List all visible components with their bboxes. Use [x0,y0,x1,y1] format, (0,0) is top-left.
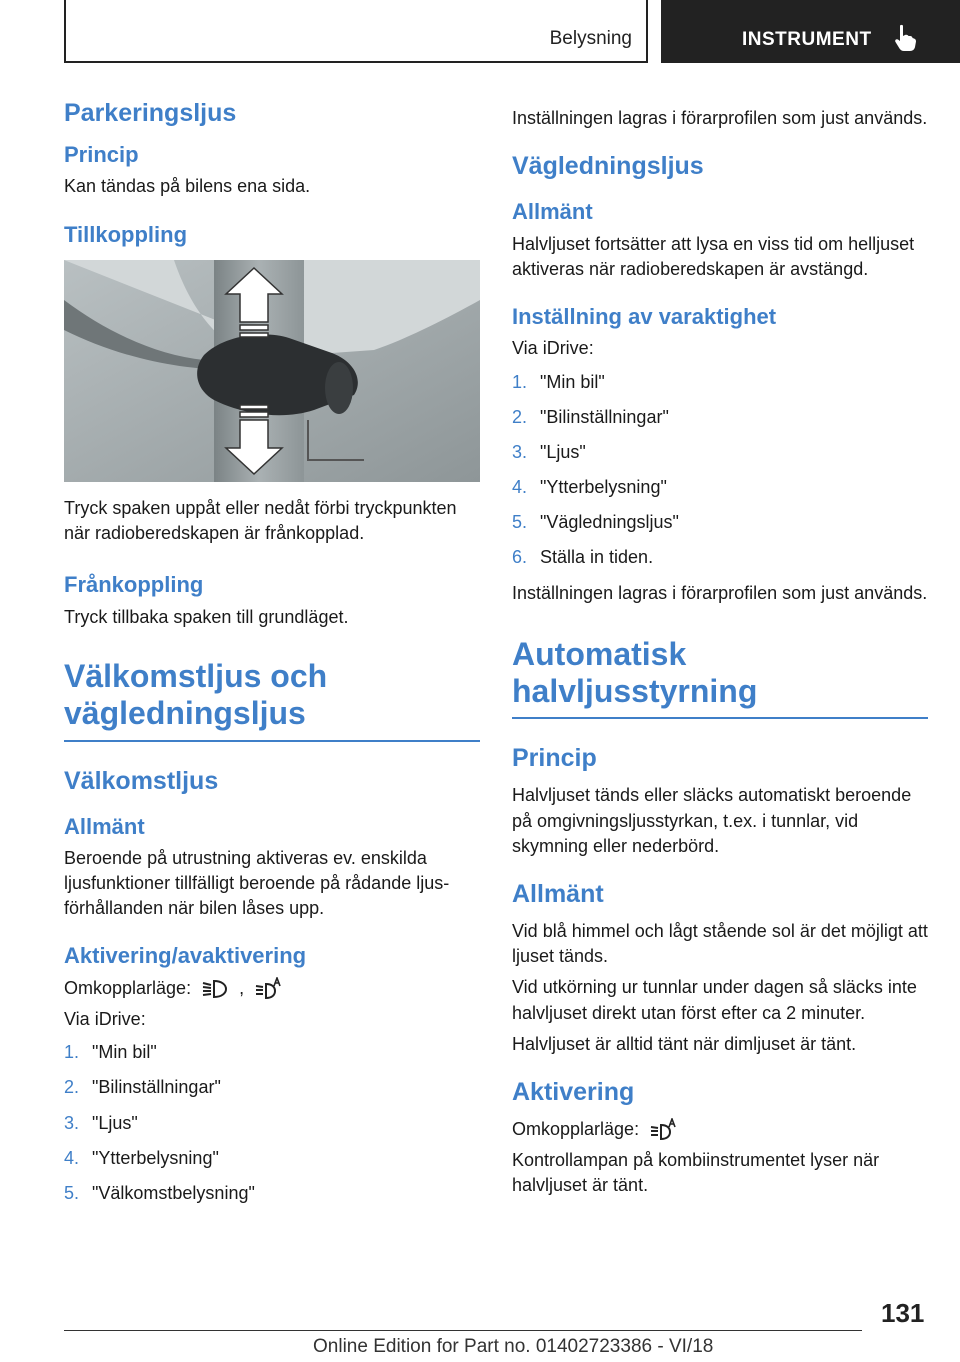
saved-profile-text-2: Inställningen lagras i förarprofilen som just används. [512,582,928,603]
switch-position-line [64,976,480,1001]
header-chapter-title: INSTRUMENT [742,29,872,50]
list-item: 1. "Min bil" [64,1042,157,1063]
duration-heading: Inställning av varaktighet [512,303,777,329]
switch-position-separator: , [239,977,245,998]
switch-position-label: Omkopplarläge: [512,1118,640,1139]
header-chapter-bar [661,0,960,63]
indicator-text: Kontrollampan på kombiinstrumentet lyser när halvljuset är tänt. [512,1150,880,1196]
list-item: 3. "Ljus" [64,1112,138,1133]
list-item: 2. "Bilinställningar" [512,406,669,427]
list-item: 5. "Vägledningsljus" [512,512,679,533]
list-item: 2. "Bilinställningar" [64,1077,221,1098]
parking-light-heading: Parkeringsljus [64,99,237,127]
allmant-heading: Allmänt [512,199,593,225]
left-column [64,98,480,1216]
switch-position-label: Omkopplarläge: [64,977,192,998]
saved-profile-text-1: Inställningen lagras i förarprofilen som just används. [512,108,928,128]
welcome-guide-light-heading: Välkomstljus och vägledningsljus [64,658,480,742]
tillkoppling-text: Tryck spaken uppåt eller nedåt förbi tryckpunkten när radioberedskapen är frånkopplad. [64,497,457,544]
list-item: 3. "Ljus" [512,441,586,462]
princip-heading: Princip [512,744,597,773]
header-section-box [64,0,648,63]
footer-edition-text: Online Edition for Part no. 01402723386 - VI/18 [313,1336,714,1357]
list-item: 5. "Välkomstbelysning" [64,1183,255,1204]
frankoppling-heading: Frånkoppling [64,572,204,598]
allmant-text: Halvljuset fortsätter att lysa en viss tid om helljuset aktiveras när radioberedskapen är avstängd. [512,233,915,279]
activation-heading: Aktivering/avaktivering [64,943,307,969]
princip-text: Kan tändas på bilens ena sida. [64,176,311,197]
welcome-light-heading: Välkomstljus [64,766,219,795]
right-column [512,98,928,1205]
allmant-heading: Allmänt [64,813,145,839]
frankoppling-text: Tryck tillbaka spaken till grundläget. [64,606,349,627]
header-section-title: Belysning [549,28,632,49]
auto-light-icon [253,977,283,1001]
auto-low-beam-heading: Automatisk halvljusstyrning [512,636,928,720]
list-item: 1. "Min bil" [512,371,605,392]
princip-heading: Princip [64,142,139,167]
allmant2-text-3: Halvljuset är alltid tänt när dimljuset är tänt. [512,1033,857,1054]
turn-signal-lever-photo [64,260,480,482]
tillkoppling-heading: Tillkoppling [64,221,188,247]
princip-text: Halvljuset tänds eller släcks automatiskt beroende på omgivningsljusstyrkan, t.ex. i tunnlar, vid skymning eller nederbörd. [512,785,912,856]
list-item: 4. "Ytterbelysning" [512,477,667,498]
allmant2-heading: Allmänt [512,880,604,908]
allmant2-text-2: Vid utkörning ur tunnlar under dagen så släcks inte halvljuset direkt utan först efter ca 2 minuter. [512,977,917,1023]
guide-light-heading: Vägledningsljus [512,152,704,181]
list-item: 6. Ställa in tiden. [512,547,654,568]
guide-light-steps [512,370,928,571]
switch-position-line [512,1117,928,1142]
allmant2-text-1: Vid blå himmel och lågt stående sol är det möjligt att ljuset tänds. [512,921,928,967]
activation-heading: Aktivering [512,1077,635,1106]
via-idrive-label: Via iDrive: [64,1009,146,1030]
via-idrive-label: Via iDrive: [512,338,594,359]
page-number: 131 [881,1298,925,1328]
allmant-text: Beroende på utrustning aktiveras ev. enskilda ljusfunktioner tillfälligt beroende på rådande ljusförhållanden när bilen låses upp. [64,847,450,919]
welcome-light-steps [64,1040,480,1206]
hand-pointer-icon [893,24,917,52]
footer-divider [64,1330,862,1331]
list-item: 4. "Ytterbelysning" [64,1147,219,1168]
low-beam-icon [200,978,230,1000]
auto-light-icon [648,1118,678,1142]
